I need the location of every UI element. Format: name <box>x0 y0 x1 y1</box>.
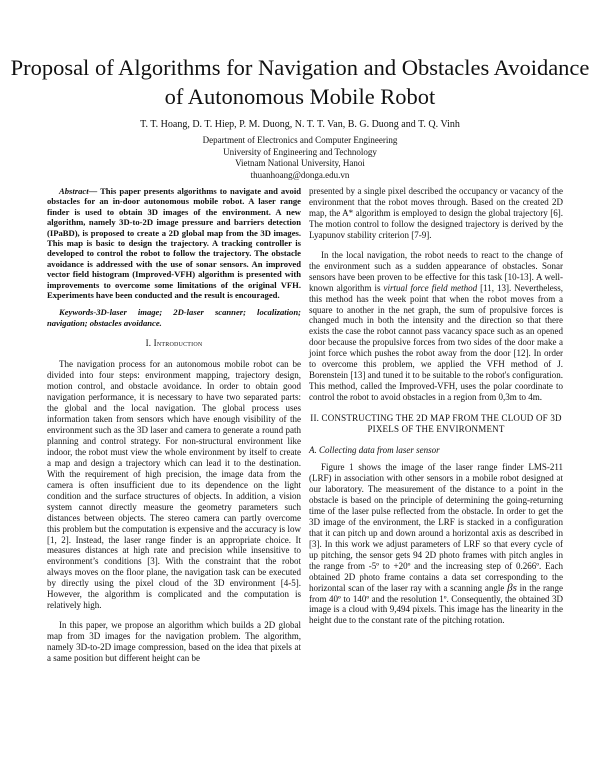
paper-title: Proposal of Algorithms for Navigation and Obstacles Avoidance of Autonomous Mobile Robot <box>10 55 590 110</box>
laser-sensor-paragraph <box>309 462 563 626</box>
affiliation-institution: Vietnam National University, Hanoi <box>235 158 365 168</box>
author-email: thuanhoang@donga.edu.vn <box>250 169 350 180</box>
local-navigation-paragraph <box>309 250 563 403</box>
local-nav-text-a: In the local navigation, the robot needs to react to the change of the environment such as a sudden appearance of obstacles. Sonar sensors have been proven to be effective for this task [10-13]. A well-known algorithm is <box>309 249 563 293</box>
intro-paragraph-2: In this paper, we propose an algorithm which builds a 2D global map from 3D images for the navigation problem. The algorithm, namely 3D-to-2D image compression, based on the idea that pixels at a same position but different height can be <box>47 620 301 664</box>
paragraph-continued: presented by a single pixel described the occupancy or vacancy of the environment that the robot moves through. Based on the created 2D map, the A* algorithm is employed to design the global trajectory [6]. The motion control to follow the designed trajectory is derived by the Lyapunov stability criterion [7-9]. <box>309 186 563 240</box>
author-list: T. T. Hoang, D. T. Hiep, P. M. Duong, N. T. T. Van, B. G. Duong and T. Q. Vinh <box>140 119 460 130</box>
keywords: Keywords-3D-laser image; 2D-laser scanner; localization; navigation; obstacles avoidance. <box>47 307 301 328</box>
abstract-text: This paper presents algorithms to navigate and avoid obstacles for an in-door autonomous mobile robot. A laser range finder is used to obtain 3D images of the environment. A new algorithm, namely 3D-to-2D image pressure and barriers detection (IPaBD), is proposed to create a 2D global map from the 3D images. This map is basic to design the trajectory. A tracking controller is developed to control the robot to follow the trajectory. The obstacle avoidance is addressed with the use of sonar sensors. An improved vector field histogram (Improved-VFH) algorithm is presented with improvements to overcome some limitations of the original VFH. Experiments have been conducted and the result is encouraged. <box>47 186 301 301</box>
right-column <box>309 186 563 626</box>
laser-text-a: Figure 1 shows the image of the laser range finder LMS-211 (LRF) in association with other sensors in a mobile robot designed at our laboratory. The measurement of the distance to a point in the obstacle is based on the principle of determining the going-returning time of the laser pulse reflected from the obstacle. In order to get the 3D image of the environment, the LRF is stacked in a configuration that it can pitch up and down around a horizontal axis as described in [3]. In this work we adjust parameters of LRF so that every cycle of up pitching, the sensor gets 94 2D photo frames with pitch angles in the range from -5º to +20º and the increasing step of 0.266º. Each obtained 2D photo frame contains a data set corresponding to the horizontal scan of the laser ray with a scanning angle <box>309 462 563 593</box>
laser-text-b: in the range from 40º to 140º and the resolution 1º. Consequently, the obtained 3D image is a cloud with 9,494 pixels. This image has the linearity in the height due to the constant rate of the pitching rotation. <box>309 582 563 626</box>
beta-s-symbol: βs <box>507 581 517 594</box>
intro-paragraph-1: The navigation process for an autonomous mobile robot can be divided into four steps: environment mapping, trajectory design, motion control, and obstacle avoidance. In order to obtain good navigation performance, it is necessary to have two separated parts: the global and the local navigation. The global process uses information taken from sensors which have enough visibility of the environment such as the 3D laser and camera to generate a round path planning and control strategy. For non-structural environment like indoor, the robot must view the whole environment by itself to create a map and design a trajectory which can lead it to the destination. With the requirement of high precision, the image data from the camera is often insufficient due to its dependence on the light condition and the surface structures of objects. In addition, a vision system cannot directly measure the geometry parameters such distances between objects. The stereo camera can partly overcome this problem but the computation is expensive and the accuracy is low [1, 2]. Instead, the laser range finder is an appropriate choice. It measures distances at high rate and precision while insensitive to environment’s conditions [3]. With the constraint that the robot always moves on the floor plane, the navigation task can be executed by directly using the pixel cloud of the 3D environment [4-5]. However, the algorithm is complicated and the computation is relatively high. <box>47 359 301 611</box>
affiliation-block <box>0 135 600 181</box>
abstract <box>47 186 301 300</box>
section-heading-2d-map: II. CONSTRUCTING THE 2D MAP FROM THE CLOUD OF 3D PIXELS OF THE ENVIRONMENT <box>310 413 562 435</box>
section-heading-introduction: I. Introduction <box>145 338 203 349</box>
abstract-label: Abstract— <box>59 186 98 196</box>
left-column <box>47 186 301 664</box>
affiliation-university: University of Engineering and Technology <box>223 146 377 157</box>
affiliation-department: Department of Electronics and Computer Engineering <box>202 135 398 145</box>
local-nav-emphasis: virtual force field method <box>383 282 478 293</box>
subsection-heading-laser: A. Collecting data from laser sensor <box>309 445 440 456</box>
local-nav-text-b: [11, 13]. Nevertheless, this method has the week point that when the robot moves from a square to another in the net graph, the sum of propulsive forces is changed much in both the intensity and the direction so that there exists the case the robot cannot pass vacancy space such as an opened door because the propulsive forces from two sides of the door make a joint force which pushes the robot away from the door [12]. In order to overcome this problem, we applied the VFH method of J. Borenstein [13] and tuned it to be suitable to the robot's configuration. This method, called the Improved-VFH, uses the polar coordinate to control the robot to avoid obstacles in a region from 0,3m to 4m. <box>309 282 563 403</box>
